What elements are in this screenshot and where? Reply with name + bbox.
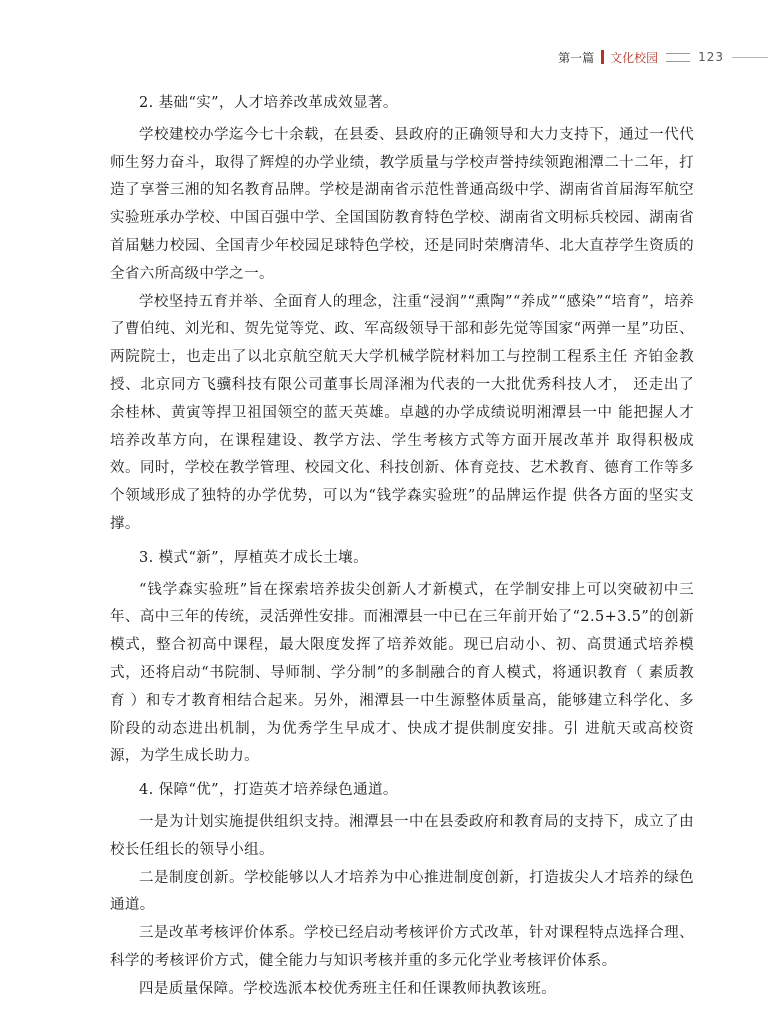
running-header xyxy=(558,46,768,68)
body-paragraph: “钱学森实验班”旨在探索培养拔尖创新人才新模式，在学制安排上可以突破初中三年、高中三年的传统，灵活弹性安排。而湘潭县一中已在三年前开始了“2.5+3.5”的创新模式，整合初高中课程，最大限度发挥了培养效能。现已启动小、初、高贯通式培养模式，还将启动“书院制、导师制、学分制”的多制融合的育人模式，将通识教育（ 素质教育 ）和专才教育相结合起来。另外，湘潭县一中生源整体质量高，能够建立科学化、多阶段的动态进出机制，为优秀学生早成才、快成才提供制度安排。引 进航天或高校资源，为学生成长助力。 xyxy=(110,581,694,765)
body-paragraph: 二是制度创新。学校能够以人才培养为中心推进制度创新，打造拔尖人才培养的绿色通道。 xyxy=(110,869,694,914)
header-double-rule xyxy=(666,53,690,62)
body-paragraph: 学校坚持五育并举、全面育人的理念，注重“浸润”“熏陶”“养成”“感染”“培育”，培养了曹伯纯、刘光和、贺先觉等党、政、军高级领导干部和彭先觉等国家“两弹一星”功臣、两院院士，也走出了以北京航空航天大学机械学院材料加工与控制工程系主任 齐铂金教授、北京同方飞骥科技有限公司董事长周泽湘为代表的一大批优秀科技人才， 还走出了余桂林、黄寅等捍卫祖国领空的蓝天英雄。卓越的办学成绩说明湘潭县一中 能把握人才培养改革方向，在课程建设、教学方法、学生考核方式等方面开展改革并 取得积极成效。同时，学校在教学管理、校园文化、科技创新、体育竞技、艺术教育、德育工作等多个领域形成了独特的办学优势，可以为“钱学森实验班”的品牌运作提 供各方面的坚实支撑。 xyxy=(110,293,694,532)
page-number: 123 xyxy=(698,50,724,64)
header-section-title: 文化校园 xyxy=(610,50,659,65)
header-part-label: 第一篇 xyxy=(558,50,595,65)
section-heading: 4. 保障“优”，打造英才培养绿色通道。 xyxy=(139,782,398,799)
header-tail-rule xyxy=(732,57,768,58)
section-heading: 2. 基础“实”，人才培养改革成效显著。 xyxy=(139,95,398,111)
body-paragraph: 三是改革考核评价体系。学校已经启动考核评价方式改革，针对课程特点选择合理、科学的考核评价方式，健全能力与知识考核并重的多元化学业考核评价体系。 xyxy=(110,925,694,969)
section-heading: 3. 模式“新”，厚植英才成长土壤。 xyxy=(139,549,368,566)
body-paragraph: 四是质量保障。学校选派本校优秀班主任和任课教师执教该班。 xyxy=(139,980,557,997)
body-paragraph: 学校建校办学迄今七十余载，在县委、县政府的正确领导和大力支持下，通过一代代师生努力奋斗，取得了辉煌的办学业绩，教学质量与学校声誉持续领跑湘潭二十二年，打造了享誉三湘的知名教育品牌。学校是湖南省示范性普通高级中学、湖南省首届海军航空实验班承办学校、中国百强中学、全国国防教育特色学校、湖南省文明标兵校园、湖南省首届魅力校园、全国青少年校园足球特色学校，还是同时荣膺清华、北大直荐学生资质的全省六所高级中学之一。 xyxy=(110,126,694,282)
page-body xyxy=(110,90,694,1004)
body-paragraph: 一是为计划实施提供组织支持。湘潭县一中在县委政府和教育局的支持下，成立了由校长任组长的领导小组。 xyxy=(110,813,694,858)
header-divider-bar xyxy=(601,50,604,64)
